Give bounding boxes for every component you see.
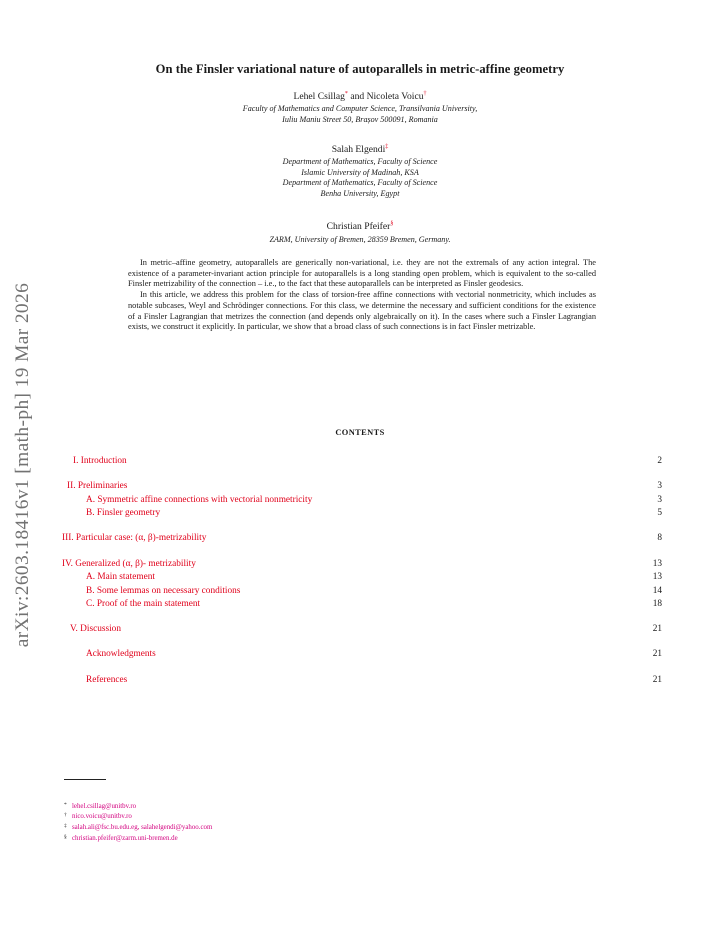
footnote: [64, 811, 132, 821]
footnote: [64, 822, 212, 832]
email-link[interactable]: salah.ali@fsc.bu.edu.eg, salahelgendi@yahoo.com: [72, 824, 213, 831]
toc-entry[interactable]: [66, 456, 662, 468]
author-line-3: [0, 221, 720, 232]
toc-link[interactable]: C. Proof of the main statement: [86, 599, 201, 609]
toc-link[interactable]: B. Some lemmas on necessary conditions: [86, 586, 241, 596]
toc-link[interactable]: B. Finsler geometry: [86, 508, 161, 518]
affiliation-1: Faculty of Mathematics and Computer Science, Transilvania University, Iuliu Maniu Street 50, Brașov 500091, Romania: [242, 104, 478, 124]
toc-page-number: 13: [652, 572, 662, 582]
paper-title: On the Finsler variational nature of autoparallels in metric-affine geometry: [155, 62, 565, 76]
footnote: [64, 833, 178, 843]
toc-page-number: 3: [657, 495, 662, 505]
toc-link[interactable]: A. Main statement: [86, 572, 155, 582]
author-line-2: [0, 144, 720, 155]
toc-link[interactable]: I. Introduction: [73, 456, 127, 466]
toc-entry[interactable]: [66, 599, 662, 611]
email-link[interactable]: nico.voicu@unitbv.ro: [72, 813, 132, 820]
footnote-mark: §: [64, 834, 67, 840]
toc-entry[interactable]: [62, 559, 662, 571]
abstract-paragraph: In metric–affine geometry, autoparallels are generically non-variational, i.e. they are not the extremals of any action integral. The existence of a parameter-invariant action principle for autoparallels is a long standing open problem, which is equivalent to the so-called Finsler metrizability of the connection – i.e., to the fact that these autoparallels can be interpreted as Finsler geodesics.: [128, 258, 596, 289]
author-name: and Nicoleta Voicu: [347, 91, 424, 102]
toc-link[interactable]: III. Particular case: (α, β)-metrizability: [62, 533, 207, 543]
footnote-divider: [64, 779, 106, 780]
toc-link[interactable]: Acknowledgments: [86, 649, 156, 659]
footnote-mark[interactable]: *: [344, 91, 348, 97]
toc-page-number: 5: [657, 508, 662, 518]
footnote-mark[interactable]: †: [423, 91, 427, 97]
toc-entry[interactable]: [66, 675, 662, 687]
toc-page-number: 2: [657, 456, 662, 466]
email-link[interactable]: lehel.csillag@unitbv.ro: [72, 803, 137, 810]
affiliation-3: ZARM, University of Bremen, 28359 Bremen, Germany.: [269, 235, 451, 244]
toc-page-number: 13: [652, 559, 662, 569]
toc-link[interactable]: References: [86, 675, 128, 685]
toc-page-number: 18: [652, 599, 662, 609]
footnote: [64, 801, 136, 811]
abstract-paragraph: In this article, we address this problem for the class of torsion-free affine connections with vectorial nonmetricity, which includes as notable subcases, Weyl and Schrödinger connections. For this class, we determine the necessary and sufficient conditions for the existence of a Finsler Lagrangian that metrizes the connection (and depends only algebraically on it). In the cases where such a Finsler Lagrangian exists, we construct it explicitly. In particular, we show that a broad class of such connections is in fact Finsler metrizable.: [128, 290, 596, 332]
arxiv-id[interactable]: arXiv:2603.18416v1 [math-ph] 19 Mar 2026: [12, 282, 33, 647]
arxiv-sidebar: [8, 247, 38, 682]
toc-page-number: 3: [657, 481, 662, 491]
footnote-mark[interactable]: ‡: [385, 144, 389, 150]
toc-page-number: 8: [657, 533, 662, 543]
toc-page-number: 14: [652, 586, 662, 596]
footnote-mark[interactable]: §: [390, 221, 394, 227]
contents-heading: CONTENTS: [335, 428, 385, 437]
toc-page-number: 21: [652, 675, 662, 685]
toc-entry[interactable]: [66, 495, 662, 507]
toc-entry[interactable]: [66, 586, 662, 598]
toc-entry[interactable]: [66, 508, 662, 520]
toc-entry[interactable]: [66, 624, 662, 636]
author-name: Christian Pfeifer: [326, 221, 391, 232]
toc-link[interactable]: IV. Generalized (α, β)- metrizability: [62, 559, 196, 569]
author-line-1: [0, 91, 720, 102]
toc-link[interactable]: A. Symmetric affine connections with vectorial nonmetricity: [86, 495, 313, 505]
toc-link[interactable]: V. Discussion: [70, 624, 121, 634]
toc-page-number: 21: [652, 624, 662, 634]
abstract: [128, 258, 596, 333]
affiliation-2: Department of Mathematics, Faculty of Science Islamic University of Madinah, KSA Department of Mathematics, Faculty of Science Benha University, Egypt: [282, 157, 438, 198]
toc-link[interactable]: II. Preliminaries: [67, 481, 128, 491]
author-name: Lehel Csillag: [293, 91, 345, 102]
author-name: Salah Elgendi: [331, 144, 386, 155]
toc-entry[interactable]: [66, 481, 662, 493]
footnote-mark: *: [64, 802, 67, 808]
toc-entry[interactable]: [66, 649, 662, 661]
toc-page-number: 21: [652, 649, 662, 659]
email-link[interactable]: christian.pfeifer@zarm.uni-bremen.de: [72, 835, 178, 842]
footnote-mark: †: [64, 812, 67, 818]
toc-entry[interactable]: [62, 533, 662, 545]
toc-entry[interactable]: [66, 572, 662, 584]
footnote-mark: ‡: [64, 823, 67, 829]
